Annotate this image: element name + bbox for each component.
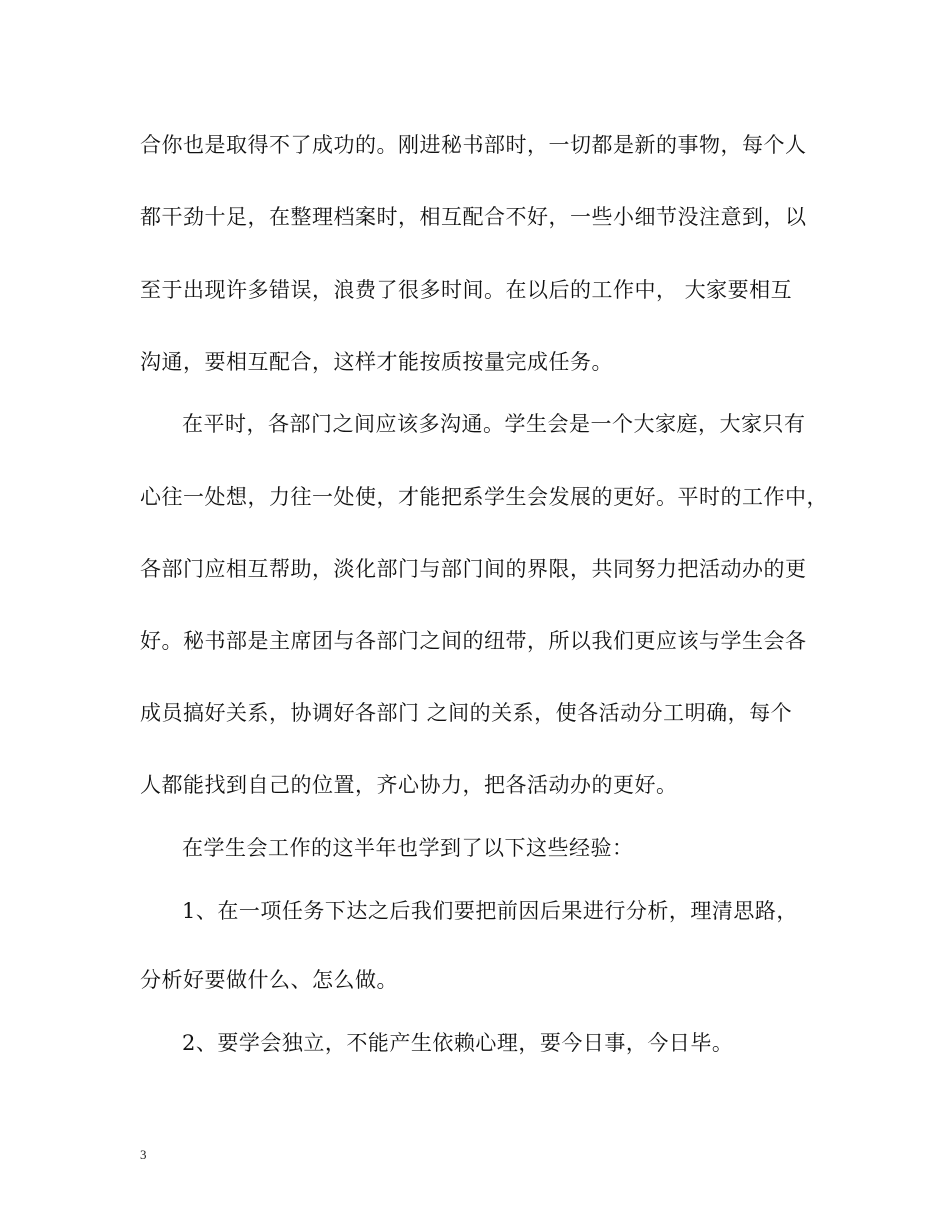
text-line: 成员搞好关系，协调好各部门 之间的关系，使各活动分工明确，每个 xyxy=(140,701,793,725)
text-line: 在平时，各部门之间应该多沟通。学生会是一个大家庭，大家只有 xyxy=(182,412,806,436)
text-line: 心往一处想，力往一处使，才能把系学生会发展的更好。平时的工作中， xyxy=(140,485,828,509)
text-line: 在学生会工作的这半年也学到了以下这些经验： xyxy=(182,836,634,860)
text-line: 合你也是取得不了成功的。刚进秘书部时，一切都是新的事物，每个人 xyxy=(140,133,807,157)
text-line: 1、在一项任务下达之后我们要把前因后果进行分析，理清思路， xyxy=(182,899,798,923)
text-line: 都干劲十足，在整理档案时，相互配合不好，一些小细节没注意到，以 xyxy=(140,205,807,229)
text-line: 各部门应相互帮助，淡化部门与部门间的界限，共同努力把活动办的更 xyxy=(140,557,807,581)
text-line: 2、要学会独立，不能产生依赖心理，要今日事，今日毕。 xyxy=(182,1031,734,1055)
page-number: 3 xyxy=(140,1147,147,1162)
text-line: 分析好要做什么、怎么做。 xyxy=(140,968,398,992)
text-line: 至于出现许多错误，浪费了很多时间。在以后的工作中， 大家要相互 xyxy=(140,278,793,302)
text-line: 好。秘书部是主席团与各部门之间的纽带，所以我们更应该与学生会各 xyxy=(140,629,807,653)
text-line: 人都能找到自己的位置，齐心协力，把各活动办的更好。 xyxy=(140,773,678,797)
text-line: 沟通，要相互配合，这样才能按质按量完成任务。 xyxy=(140,350,613,374)
